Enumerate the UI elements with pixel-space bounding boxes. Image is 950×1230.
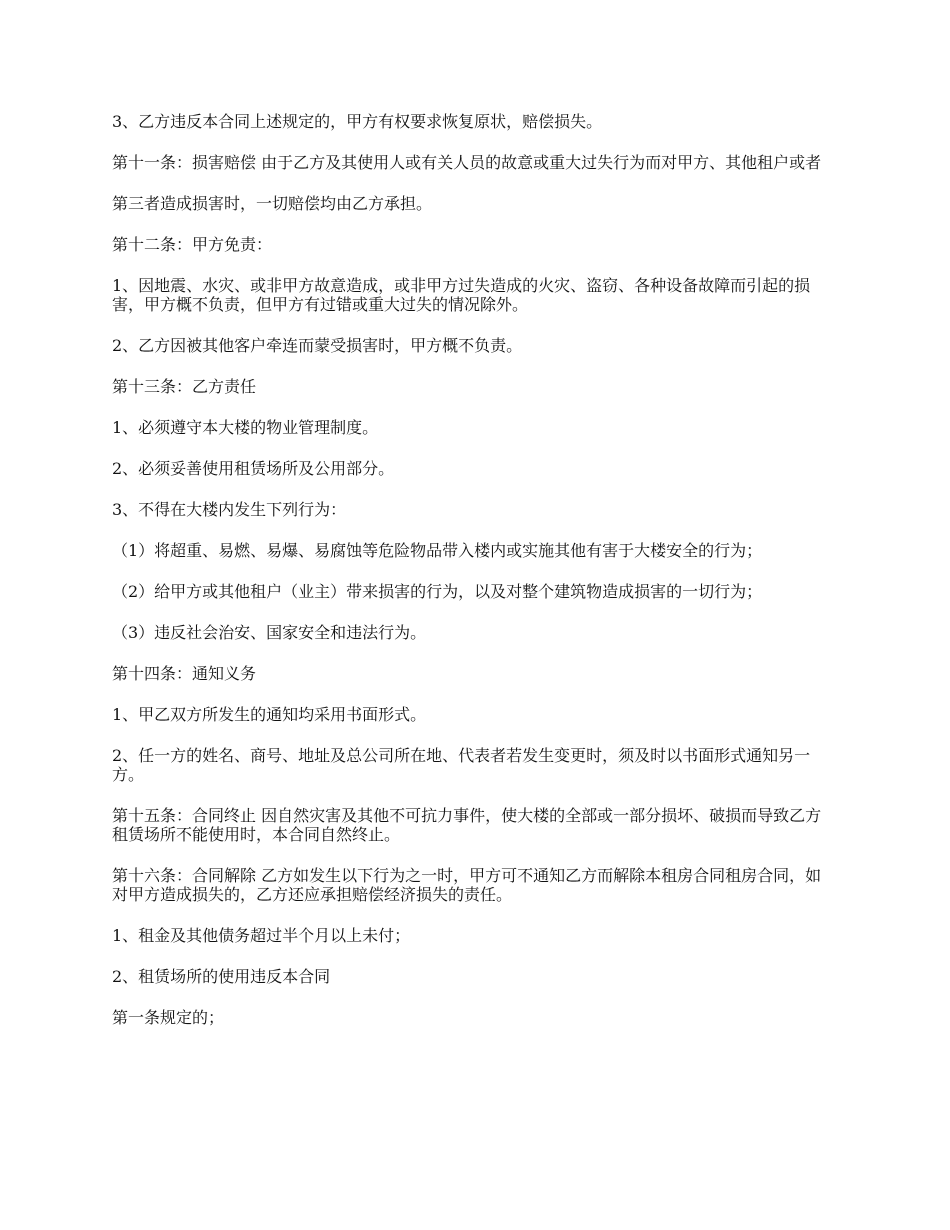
paragraph-clause-11-continued: 第三者造成损害时，一切赔偿均由乙方承担。 [112,194,433,213]
document-page [112,112,832,1049]
paragraph-clause-11-heading: 第十一条：损害赔偿 由于乙方及其使用人或有关人员的故意或重大过失行为而对甲方、其他租户或者 [112,153,822,172]
paragraph-clause-13-item-3: 3、不得在大楼内发生下列行为： [112,500,347,519]
paragraph-clause-13-sub-1: （1）将超重、易燃、易爆、易腐蚀等危险物品带入楼内或实施其他有害于大楼安全的行为； [112,541,763,560]
paragraph-clause-15: 第十五条：合同终止 因自然灾害及其他不可抗力事件，使大楼的全部或一部分损坏、破损而导致乙方租赁场所不能使用时，本合同自然终止。 [112,806,822,844]
paragraph-clause-16-item-2-continued: 第一条规定的； [112,1008,225,1027]
paragraph-clause-13-item-1: 1、必须遵守本大楼的物业管理制度。 [112,418,379,437]
paragraph-clause-16-heading: 第十六条：合同解除 乙方如发生以下行为之一时，甲方可不通知乙方而解除本租房合同租房合同，如对甲方造成损失的，乙方还应承担赔偿经济损失的责任。 [112,866,822,904]
paragraph-clause-12-heading: 第十二条：甲方免责： [112,235,273,254]
paragraph-clause-16-item-2: 2、租赁场所的使用违反本合同 [112,967,331,986]
paragraph-clause-13-sub-2: （2）给甲方或其他租户（业主）带来损害的行为，以及对整个建筑物造成损害的一切行为； [112,582,763,601]
paragraph-clause-13-heading: 第十三条：乙方责任 [112,377,257,396]
paragraph-clause-12-item-1: 1、因地震、水灾、或非甲方故意造成，或非甲方过失造成的火灾、盗窃、各种设备故障而引起的损害，甲方概不负责，但甲方有过错或重大过失的情况除外。 [112,276,811,314]
paragraph-clause-14-item-1: 1、甲乙双方所发生的通知均采用书面形式。 [112,705,427,724]
paragraph-clause-16-item-1: 1、租金及其他债务超过半个月以上未付； [112,926,411,945]
paragraph-clause-14-item-2: 2、任一方的姓名、商号、地址及总公司所在地、代表者若发生变更时，须及时以书面形式通知另一方。 [112,746,811,784]
paragraph-clause-10-item-3: 3、乙方违反本合同上述规定的，甲方有权要求恢复原状，赔偿损失。 [112,112,603,131]
paragraph-clause-12-item-2: 2、乙方因被其他客户牵连而蒙受损害时，甲方概不负责。 [112,336,523,355]
paragraph-clause-13-item-2: 2、必须妥善使用租赁场所及公用部分。 [112,459,395,478]
paragraph-clause-14-heading: 第十四条：通知义务 [112,664,257,683]
paragraph-clause-13-sub-3: （3）违反社会治安、国家安全和违法行为。 [112,623,427,642]
